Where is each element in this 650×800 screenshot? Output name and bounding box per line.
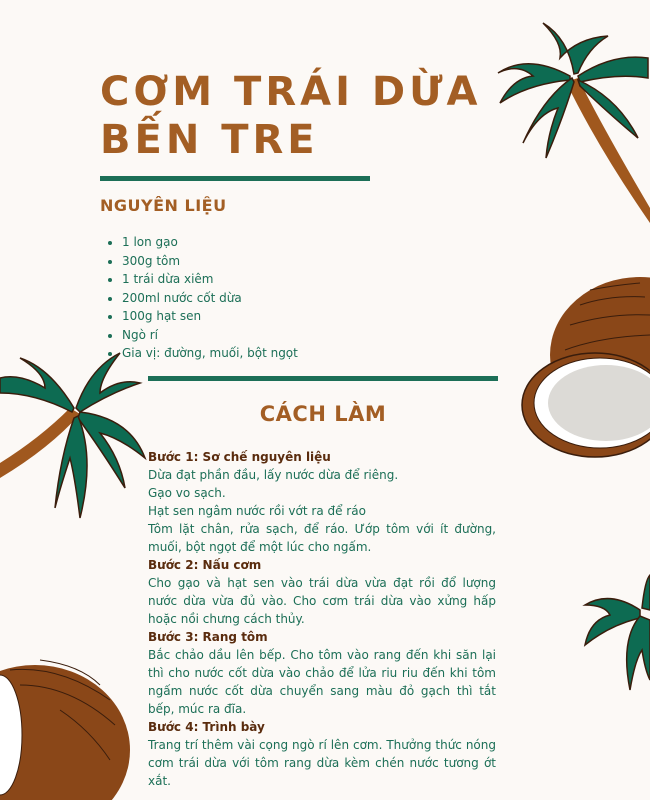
step-2-text: Cho gạo và hạt sen vào trái dừa vừa đạt rồi đổ lượng nước dừa vừa đủ vào. Cho cơm trái dừa vào xửng hấp hoặc nồi chưng cách thủy.	[148, 576, 496, 626]
step-3-title: Bước 3: Rang tôm	[148, 630, 268, 644]
method-heading: CÁCH LÀM	[259, 402, 387, 426]
list-item: • 200ml nước cốt dừa	[122, 289, 298, 308]
step-1-line-1: Dừa đạt phần đầu, lấy nước dừa để riêng.	[148, 468, 399, 482]
step-2-title: Bước 2: Nấu cơm	[148, 558, 262, 572]
divider-middle	[148, 376, 498, 381]
list-item: • 100g hạt sen	[122, 307, 298, 326]
coconut-right-icon	[520, 275, 650, 465]
list-item: • 1 trái dừa xiêm	[122, 270, 298, 289]
method-steps	[148, 448, 496, 790]
step-1-title: Bước 1: Sơ chế nguyên liệu	[148, 450, 331, 464]
coconut-bottom-left-icon	[0, 640, 130, 800]
step-3-text: Bắc chảo dầu lên bếp. Cho tôm vào rang đến khi săn lại thì cho nước cốt dừa vào chảo để lửa riu riu đến khi tôm ngấm nước cốt dừa chuyển sang màu đỏ gạch thì tắt bếp, múc ra đĩa.	[148, 648, 496, 716]
palm-tree-bottom-right-icon	[580, 570, 650, 700]
ingredients-list	[108, 233, 298, 363]
step-4-title: Bước 4: Trình bày	[148, 720, 265, 734]
palm-tree-top-right-icon	[488, 18, 650, 223]
title-line-2: BẾN TRE	[100, 117, 319, 163]
page-title	[100, 68, 481, 164]
step-1-line-2: Gạo vo sạch.	[148, 486, 226, 500]
list-item: • 300g tôm	[122, 252, 298, 271]
step-1-line-4: Tôm lặt chân, rửa sạch, để ráo. Ướp tôm với ít đường, muối, bột ngọt để một lúc cho ngấm.	[148, 522, 496, 554]
step-4-text: Trang trí thêm vài cọng ngò rí lên cơm. Thưởng thức nóng cơm trái dừa với tôm rang dừa kèm chén nước tương ớt xắt.	[148, 738, 496, 788]
ingredients-heading: NGUYÊN LIỆU	[100, 196, 227, 215]
step-1-line-3: Hạt sen ngâm nước rồi vớt ra để ráo	[148, 504, 366, 518]
list-item: • 1 lon gạo	[122, 233, 298, 252]
list-item: • Ngò rí	[122, 326, 298, 345]
palm-tree-left-icon	[0, 338, 150, 533]
divider-top	[100, 176, 370, 181]
title-line-1: CƠM TRÁI DỪA	[100, 69, 482, 115]
list-item: • Gia vị: đường, muối, bột ngọt	[122, 344, 298, 363]
